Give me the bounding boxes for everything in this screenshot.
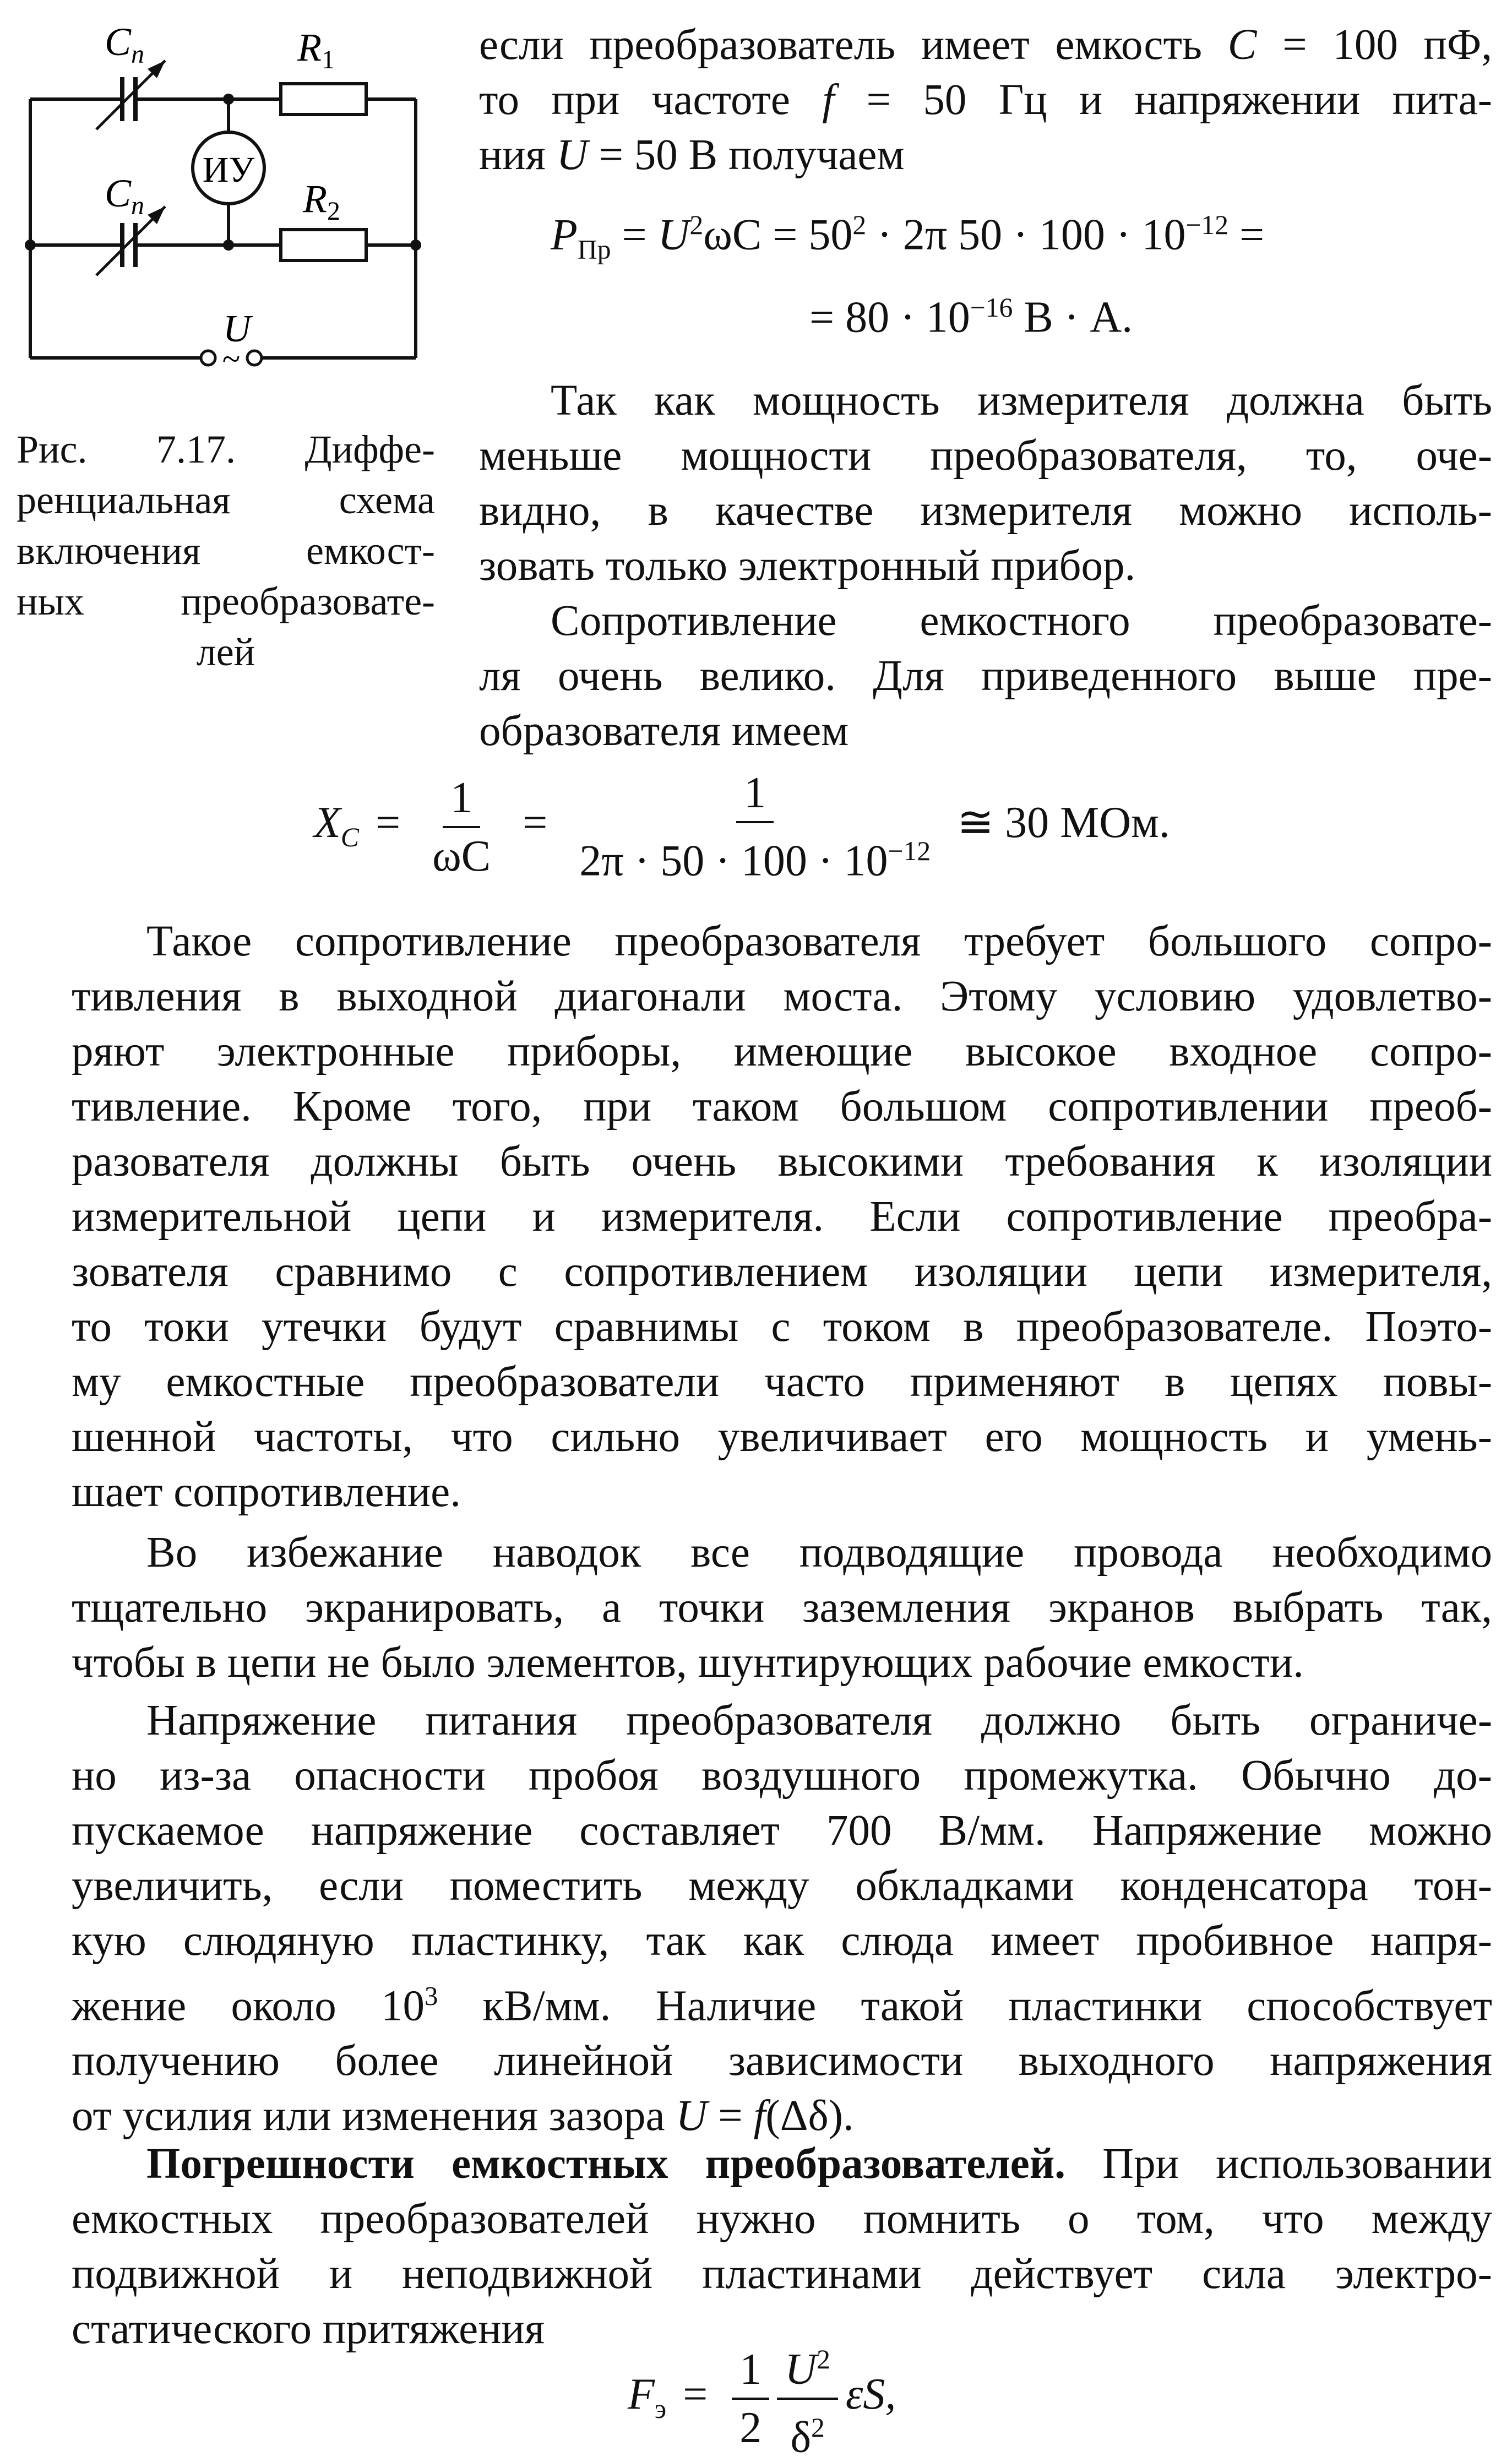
label-u: U [223,308,251,350]
paragraph-2: Сопротивление емкостного преобразовате- ля очень велико. Для приведенного выше пре- образователя имеем [479,597,1492,755]
power-formula-result: = $80 \cdot 10^{-16}$ В · А. [809,292,1133,342]
paragraph-3: Такое сопротивление преобразователя требует большого сопро- тивления в выходной диагонали моста. Этому условию удовлетво- ряют электронные приборы, имеющие высокое входное сопро- тивление. Кроме того, при таком большом сопротивлении преоб- разователя должны быть очень высокими требования к изоляции измерительной цепи и измерителя. Если сопротивление преобра- зователя сравнимо с сопротивлением изоляции цепи измерителя, то токи утечки будут сравнимы с током в преобразователе. Поэто- му емкостные преобразователи часто применяют в цепях повы- шенной частоты, что сильно увеличивает его мощность и умень- шает сопротивление. [72,917,1492,1516]
reactance-formula: $X_C$ = $\frac{1}{\omega C}$ = $\frac{1}{2\pi \cdot 50 \cdot 100 \cdot 10^{-12}}$ ≅ 30 МОм. [314,769,1170,885]
terminal-left [201,351,215,365]
terminal-right [247,351,262,365]
paragraph-1: Так как мощность измерителя должна быть меньше мощности преобразователя, то, оче- видно, в качестве измерителя можно исполь- зовать только электронный прибор. [479,377,1492,590]
capacitor-cn-top [96,61,165,129]
label-cn-bottom: Cп [105,171,145,220]
circuit-diagram [0,0,440,396]
label-cn-top: Cп [105,20,145,69]
section-heading: Погрешности емкостных преобразователей. [146,2140,1065,2188]
paragraph-5: Напряжение питания преобразователя должно быть ограниче- но из-за опасности пробоя воздушного промежутка. Обычно до- пускаемое напряжение составляет 700 В/мм. Напряжение можно увеличить, если поместить между обкладками конденсатора тон- кую слюдяную пластинку, так как слюда имеет пробивное напря- жение около $10^3$ кВ/мм. Наличие такой пластинки способствует получению более линейной зависимости выходного напряжения от усилия или изменения зазора U = f(Δδ). [72,1697,1493,2140]
power-formula: $P_{Пр} = U^2\omega C = 50^2 \cdot 2\pi$ $50 \cdot 100 \cdot 10^{-12}$ = [551,210,1265,265]
label-r1: R1 [297,25,335,74]
label-r2: R2 [303,177,340,226]
paragraph-4: Во избежание наводок все подводящие провода необходимо тщательно экранировать, а точки заземления экранов выбрать так, чтобы в цепи не было элементов, шунтирующих рабочие емкости. [72,1529,1492,1687]
label-ac: ~ [222,341,241,377]
force-formula: $F_э$ = $\frac{1}{2}$ $\frac{U^2}{\delta^2}$ εS, [628,2335,896,2462]
paragraph-6: Погрешности емкостных преобразователей. При использовании емкостных преобразователей нужно помнить о том, что между подвижной и неподвижной пластинами действует сила электро- статического притяжения [72,2140,1492,2353]
intro-text: если преобразователь имеет емкость C = 100 пФ, то при частоте f = 50 Гц и напряжении пита- ния U = 50 В получаем [479,21,1493,179]
label-iu: ИУ [202,150,255,190]
resistor-r2 [281,230,366,260]
figure-caption: Рис. 7.17. Диффе- ренциальная схема включения емкост- ных преобразовате- лей [17,427,435,674]
resistor-r1 [281,84,366,115]
